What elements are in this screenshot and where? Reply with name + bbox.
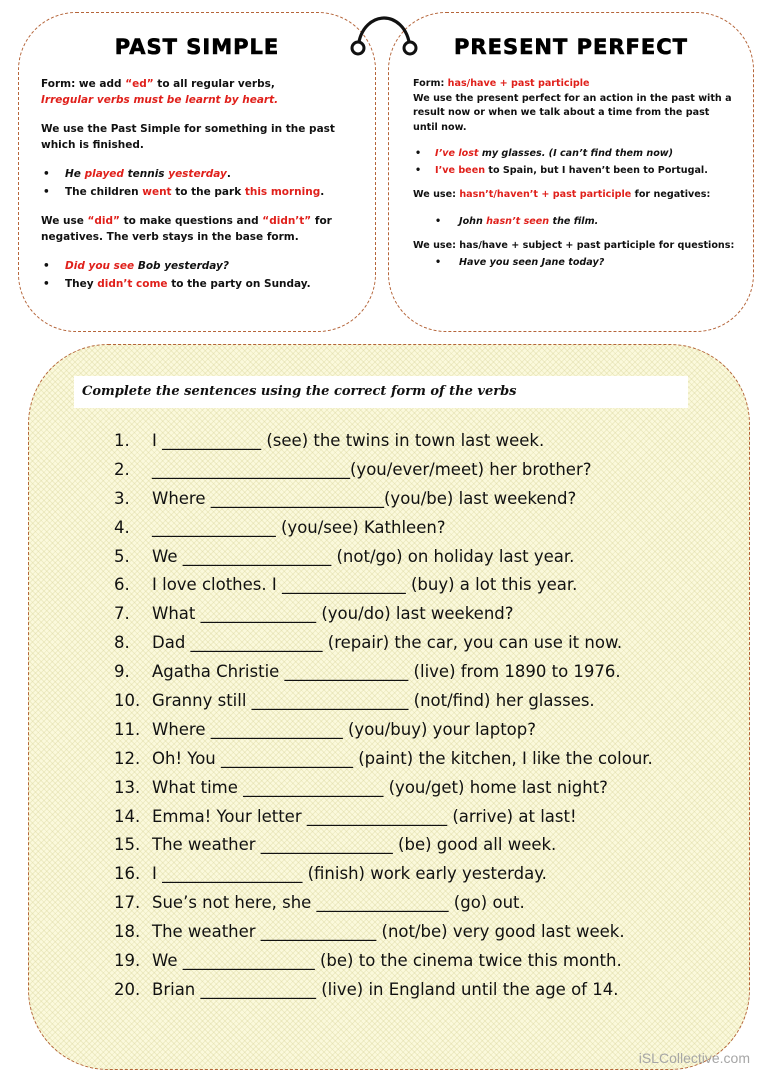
exercise-item: [114, 831, 744, 860]
past-q2-c: to the party on Sunday.: [167, 277, 311, 290]
exercise-item: [114, 629, 744, 658]
exercise-item-text: Brian ______________ (live) in England until the age of 14.: [152, 979, 619, 999]
exercise-item: [114, 889, 744, 918]
exercise-item: [114, 456, 744, 485]
exercise-item-number: 9.: [114, 662, 130, 682]
present-perfect-card: [388, 12, 754, 332]
exercise-item-text: Oh! You ________________ (paint) the kitchen, I like the colour.: [152, 748, 653, 768]
perfect-negative-rule: [413, 188, 737, 203]
exercise-item-number: 2.: [114, 459, 130, 479]
exercise-instruction: Complete the sentences using the correct form of the verbs: [74, 376, 688, 408]
past-ex1-c: tennis: [123, 168, 169, 180]
exercise-item-text: The weather ______________ (not/be) very good last week.: [152, 922, 625, 942]
perfect-question-example: • Have you seen Jane today?: [413, 256, 737, 271]
exercise-item: [114, 427, 744, 456]
perfect-question-examples: [413, 256, 737, 271]
past-q2-b: didn’t come: [97, 277, 168, 290]
exercise-item: [114, 947, 744, 976]
exercise-item-number: 12.: [114, 748, 141, 768]
past-example-2: [41, 185, 359, 201]
past-form-ed: “ed”: [125, 78, 154, 90]
exercise-item: [114, 658, 744, 687]
past-question-1: [41, 259, 359, 275]
exercise-item: [114, 571, 744, 600]
past-form: [41, 77, 359, 108]
perfect-negative-examples: [413, 215, 737, 230]
perfect-example-1: [413, 147, 737, 162]
exercise-item-text: _______________ (you/see) Kathleen?: [152, 517, 446, 537]
past-ex1-d: yesterday: [168, 168, 227, 180]
past-ex1-a: He: [65, 168, 85, 180]
exercise-item-text: Emma! Your letter _________________ (arrive) at last!: [152, 806, 577, 826]
exercise-item-text: Where ________________ (you/buy) your laptop?: [152, 719, 536, 739]
exercise-item-number: 5.: [114, 546, 130, 566]
perfect-ex2-a: I’ve been: [435, 164, 486, 176]
past-ex1-e: .: [226, 168, 231, 180]
perfect-form-label: Form:: [413, 78, 448, 89]
exercise-item-text: I love clothes. I _______________ (buy) a lot this year.: [152, 575, 578, 595]
perfect-example-2: [413, 164, 737, 179]
past-irregular-note: Irregular verbs must be learnt by heart.: [41, 93, 279, 106]
past-simple-body: [41, 77, 359, 306]
past-did-e: for negatives. The verb stays in the base form.: [41, 215, 332, 243]
exercise-item-number: 17.: [114, 893, 141, 913]
past-ex2-d: this morning: [244, 185, 321, 198]
exercise-item-number: 13.: [114, 777, 141, 797]
exercise-item: [114, 543, 744, 572]
perfect-neg-c: for negatives:: [631, 189, 711, 200]
present-perfect-title: PRESENT PERFECT: [454, 35, 688, 59]
exercise-item-text: Sue’s not here, she ________________ (go) out.: [152, 893, 525, 913]
watermark: iSLCollective.com: [638, 1050, 750, 1066]
exercise-item: [114, 860, 744, 889]
past-form-rest: to all regular verbs,: [153, 78, 275, 90]
exercise-item: [114, 600, 744, 629]
exercise-item: [114, 803, 744, 832]
past-did-c: to make questions and: [119, 215, 263, 227]
past-usage: We use the Past Simple for something in the past which is finished.: [41, 123, 335, 151]
exercise-item-text: I ____________ (see) the twins in town last week.: [152, 431, 545, 450]
perfect-neg-ex-c: the film.: [549, 215, 599, 227]
past-ex2-e: .: [320, 185, 325, 198]
past-ex2-c: to the park: [171, 185, 245, 198]
exercise-item-number: 10.: [114, 691, 141, 711]
exercise-item-number: 8.: [114, 633, 130, 653]
exercise-item-number: 14.: [114, 806, 141, 826]
exercise-item-number: 4.: [114, 517, 130, 537]
exercise-item: [114, 745, 744, 774]
past-simple-card: [18, 12, 376, 332]
past-ex1-b: played: [84, 168, 124, 180]
exercise-item-number: 6.: [114, 575, 130, 595]
exercise-item-text: What time _________________ (you/get) home last night?: [152, 777, 608, 797]
past-simple-title: PAST SIMPLE: [114, 35, 280, 59]
exercise-item: [114, 687, 744, 716]
exercise-item-number: 18.: [114, 922, 141, 942]
exercise-item-text: Granny still ___________________ (not/find) her glasses.: [152, 691, 595, 711]
past-example-1: [41, 167, 359, 183]
exercise-item-text: The weather ________________ (be) good all week.: [152, 835, 557, 855]
exercise-list: [114, 427, 744, 1005]
perfect-form: [413, 77, 737, 92]
exercise-item: [114, 918, 744, 947]
past-q1-b: Bob yesterday?: [134, 260, 229, 272]
perfect-question-rule: We use: has/have + subject + past participle for questions:: [413, 240, 735, 251]
perfect-usage: We use the present perfect for an action in the past with a result now or when we talk about a time from the past until now.: [413, 92, 732, 133]
past-examples: [41, 167, 359, 200]
past-ex2-b: went: [142, 185, 172, 198]
exercise-item-number: 11.: [114, 719, 141, 739]
exercise-item: [114, 774, 744, 803]
past-question-2: [41, 277, 359, 293]
past-ex2-a: The children: [65, 185, 143, 198]
exercise-item-number: 19.: [114, 951, 141, 971]
exercise-item-number: 1.: [114, 431, 130, 450]
exercise-item-text: We __________________ (not/go) on holiday last year.: [152, 546, 575, 566]
past-form-label: Form: we add: [41, 78, 126, 90]
perfect-ex2-b: to Spain, but I haven’t been to Portugal.: [485, 164, 708, 176]
exercise-item: [114, 976, 744, 1005]
exercise-item-number: 7.: [114, 604, 130, 624]
exercise-item: [114, 716, 744, 745]
exercise-item-text: I _________________ (finish) work early yesterday.: [152, 864, 547, 884]
past-q1-a: Did you see: [65, 260, 135, 272]
past-did-rule: [41, 214, 359, 245]
binder-ring-icon: [340, 12, 428, 64]
exercise-item-text: ________________________(you/ever/meet) her brother?: [152, 459, 592, 479]
perfect-ex1-a: I’ve lost: [435, 148, 479, 159]
exercise-item-text: Dad ________________ (repair) the car, you can use it now.: [152, 633, 623, 653]
exercise-item-number: 3.: [114, 488, 130, 508]
perfect-ex1-b: my glasses. (I can’t find them now): [478, 148, 674, 159]
perfect-neg-ex-a: John: [459, 215, 487, 227]
perfect-neg-a: We use:: [413, 189, 460, 200]
perfect-examples: [413, 147, 737, 178]
past-q2-a: They: [65, 277, 98, 290]
exercise-item-text: Agatha Christie _______________ (live) from 1890 to 1976.: [152, 662, 621, 682]
perfect-neg-b: hasn’t/haven’t + past participle: [459, 189, 632, 200]
exercise-item-number: 15.: [114, 835, 141, 855]
exercise-item: [114, 485, 744, 514]
exercise-item-number: 16.: [114, 864, 141, 884]
past-did-b: “did”: [87, 215, 120, 227]
exercise-item-text: We ________________ (be) to the cinema twice this month.: [152, 951, 622, 971]
exercise-item-text: Where _____________________(you/be) last weekend?: [152, 488, 577, 508]
exercise-item: [114, 514, 744, 543]
past-did-d: “didn’t”: [262, 215, 312, 227]
perfect-negative-example: [413, 215, 737, 230]
past-question-examples: [41, 259, 359, 292]
past-did-a: We use: [41, 215, 88, 227]
perfect-neg-ex-b: hasn’t seen: [486, 215, 550, 227]
exercise-item-number: 20.: [114, 979, 141, 999]
present-perfect-body: [413, 77, 737, 280]
perfect-form-value: has/have + past participle: [447, 78, 590, 89]
exercise-item-text: What ______________ (you/do) last weekend?: [152, 604, 514, 624]
